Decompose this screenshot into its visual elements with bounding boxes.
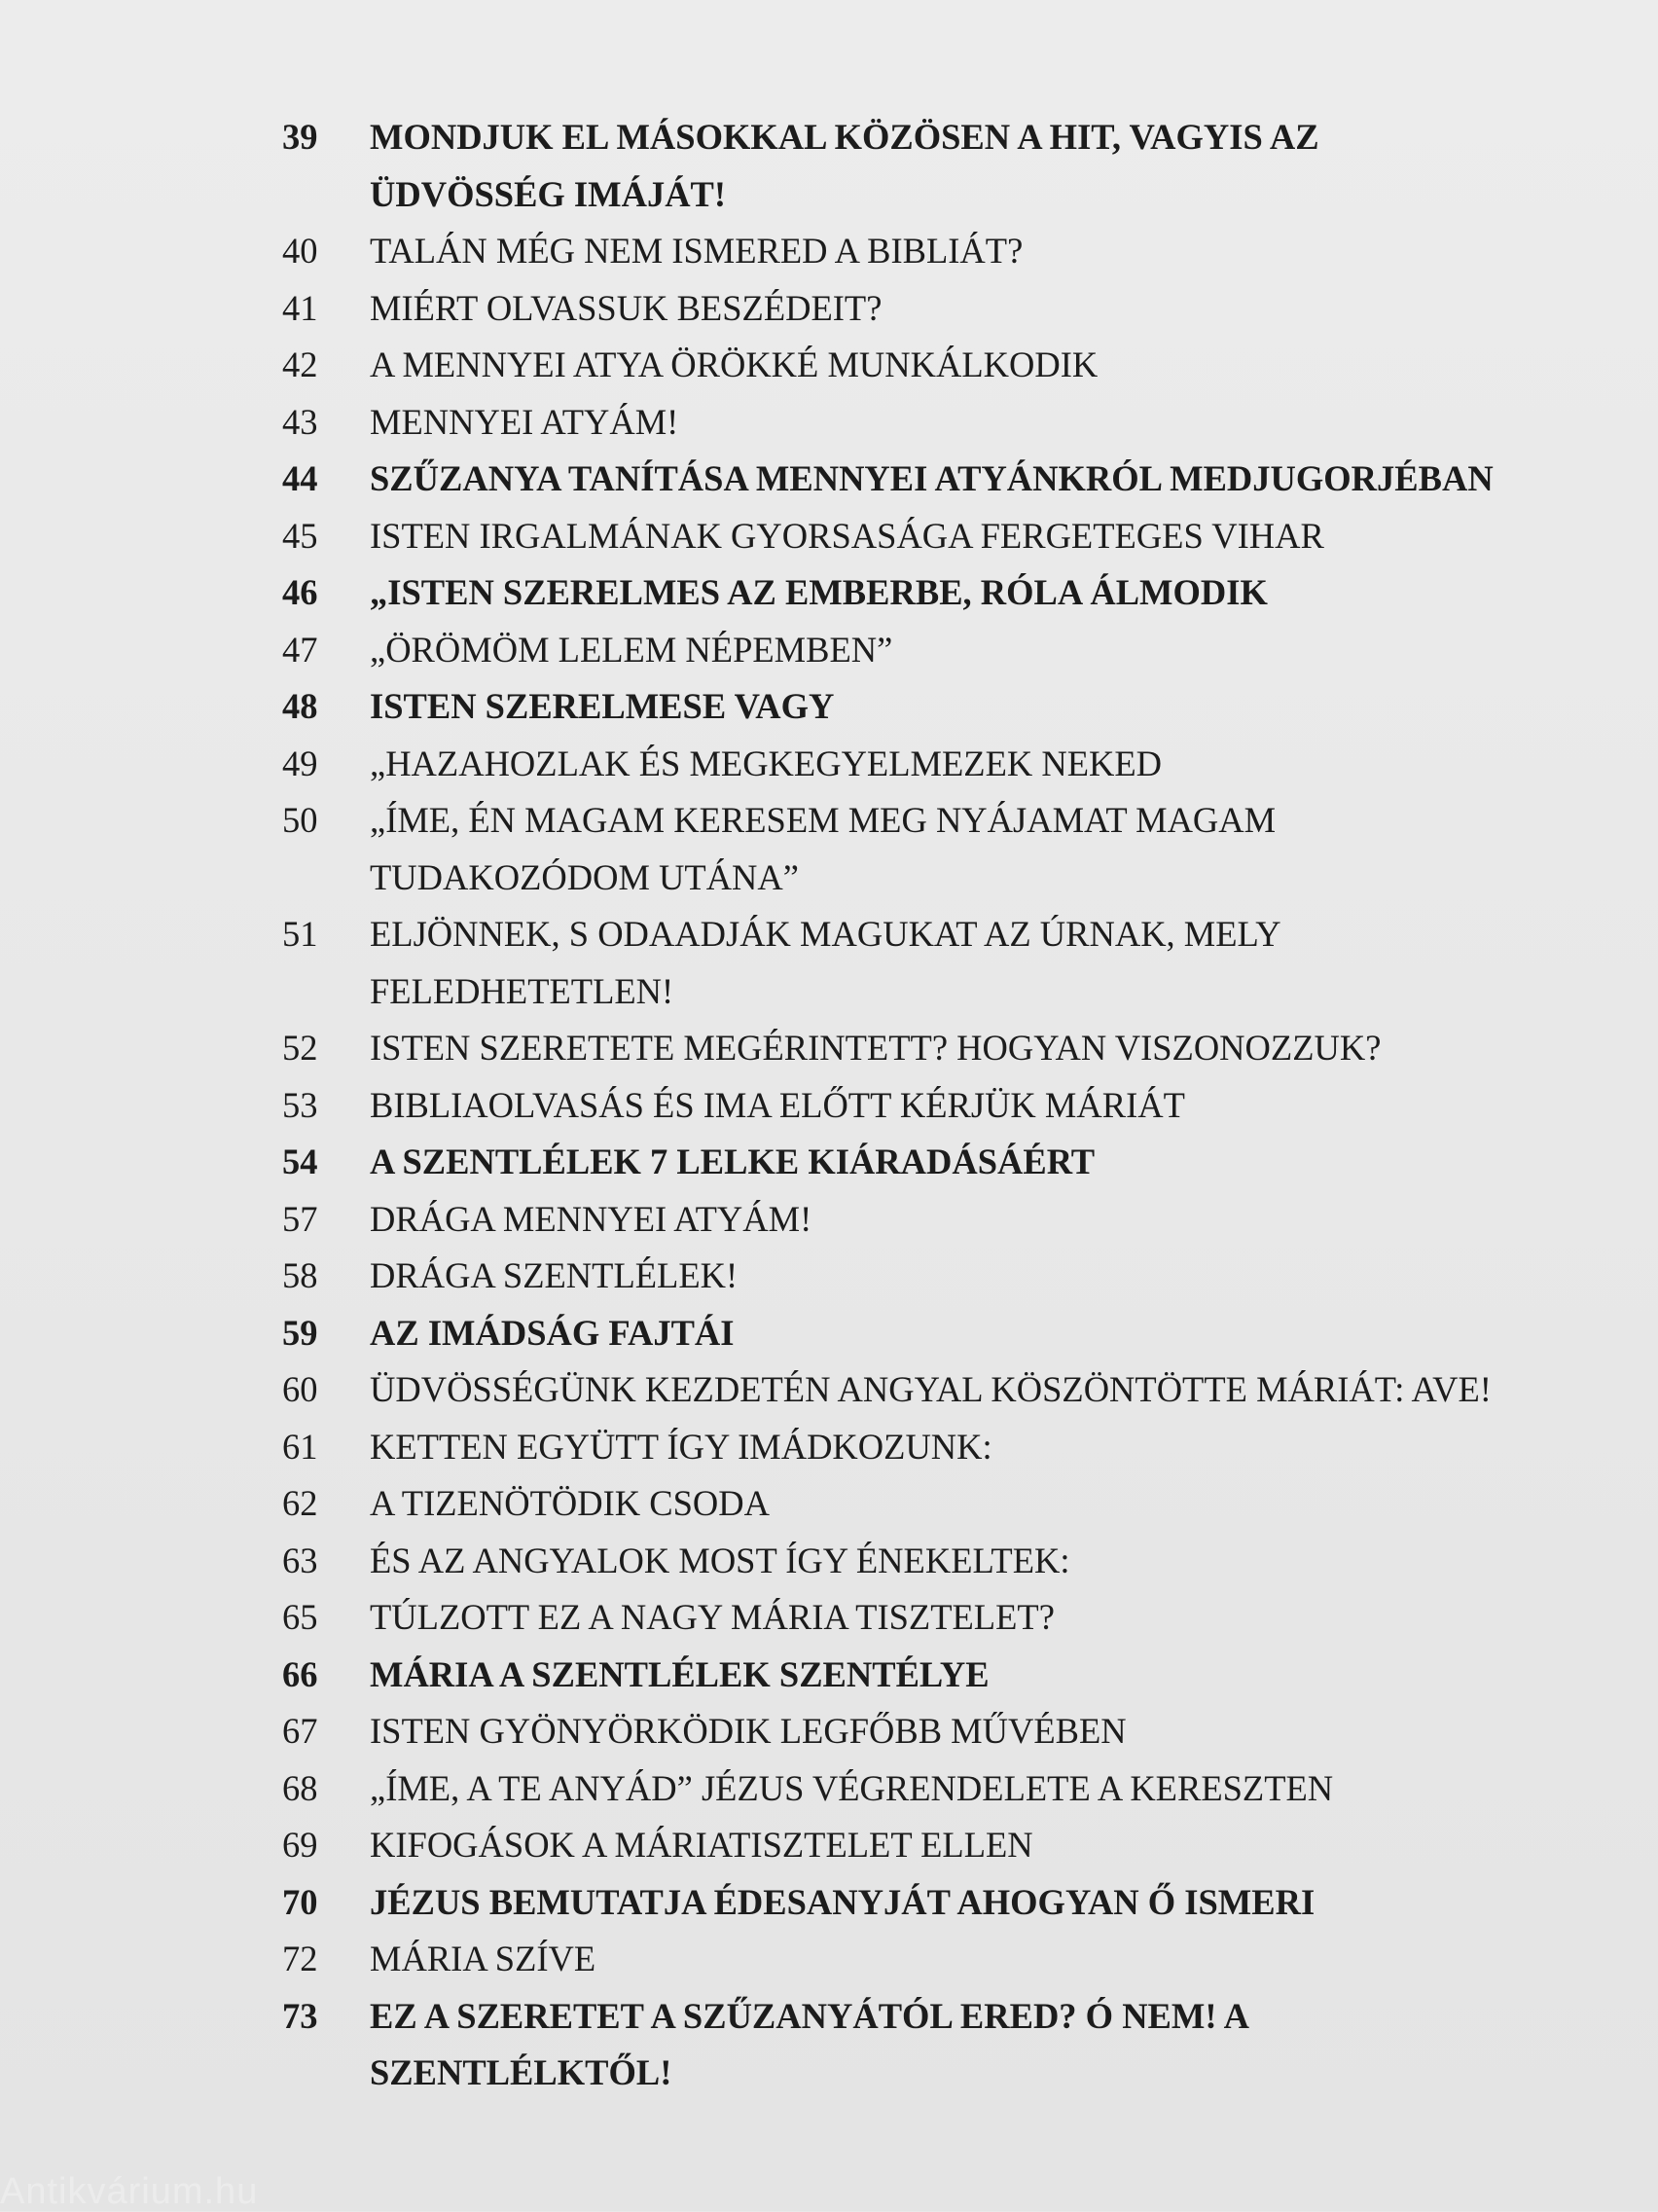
entry-title bbox=[370, 1760, 1635, 1818]
entry-title bbox=[370, 1419, 1635, 1476]
entry-title bbox=[370, 1077, 1635, 1135]
page-number: 62 bbox=[282, 1483, 318, 1523]
toc-entry bbox=[282, 1134, 1635, 1191]
entry-title-line: SZENTLÉLKTŐL! bbox=[370, 2052, 672, 2092]
entry-title-line: BIBLIAOLVASÁS ÉS IMA ELŐTT KÉRJÜK MÁRIÁT bbox=[370, 1084, 1185, 1125]
page-number: 69 bbox=[282, 1825, 318, 1865]
page-number: 48 bbox=[282, 686, 318, 726]
entry-title bbox=[370, 906, 1635, 1020]
toc-entry bbox=[282, 223, 1635, 280]
entry-title bbox=[370, 223, 1635, 280]
entry-title-line: MENNYEI ATYÁM! bbox=[370, 401, 679, 442]
entry-title-line: ISTEN GYÖNYÖRKÖDIK LEGFŐBB MŰVÉBEN bbox=[370, 1711, 1127, 1751]
entry-title-line: FELEDHETETLEN! bbox=[370, 970, 674, 1011]
entry-title bbox=[370, 564, 1635, 622]
entry-title-line: A MENNYEI ATYA ÖRÖKKÉ MUNKÁLKODIK bbox=[370, 344, 1099, 384]
entry-title-line: „HAZAHOZLAK ÉS MEGKEGYELMEZEK NEKED bbox=[370, 743, 1163, 783]
toc-entry bbox=[282, 622, 1635, 679]
toc-entry bbox=[282, 1361, 1635, 1419]
entry-title bbox=[370, 1134, 1635, 1191]
entry-title bbox=[370, 1817, 1635, 1874]
page-number: 53 bbox=[282, 1084, 318, 1125]
entry-title bbox=[370, 337, 1635, 394]
toc-entry bbox=[282, 1760, 1635, 1818]
entry-title bbox=[370, 792, 1635, 906]
entry-title-line: KETTEN EGYÜTT ÍGY IMÁDKOZUNK: bbox=[370, 1426, 992, 1467]
watermark: Antikvárium.hu bbox=[0, 2171, 259, 2212]
page-number: 68 bbox=[282, 1767, 318, 1808]
toc-entry bbox=[282, 792, 1635, 906]
entry-title-line: DRÁGA MENNYEI ATYÁM! bbox=[370, 1198, 812, 1239]
page-number: 44 bbox=[282, 458, 318, 498]
entry-title bbox=[370, 1703, 1635, 1760]
toc-entry bbox=[282, 1589, 1635, 1647]
page-number: 72 bbox=[282, 1939, 318, 1978]
toc-entry bbox=[282, 1533, 1635, 1590]
page-number: 59 bbox=[282, 1312, 318, 1353]
page-number: 52 bbox=[282, 1028, 318, 1068]
entry-title bbox=[370, 1988, 1635, 2102]
entry-title-line: ÜDVÖSSÉG IMÁJÁT! bbox=[370, 173, 727, 214]
toc-entry bbox=[282, 1077, 1635, 1135]
entry-title bbox=[370, 280, 1635, 338]
entry-title-line: „ISTEN SZERELMES AZ EMBERBE, RÓLA ÁLMODIK bbox=[370, 572, 1268, 612]
entry-title-line: TALÁN MÉG NEM ISMERED A BIBLIÁT? bbox=[370, 231, 1024, 271]
entry-title bbox=[370, 1931, 1635, 1988]
table-of-contents bbox=[282, 109, 1635, 2102]
entry-title bbox=[370, 451, 1635, 508]
page-number: 46 bbox=[282, 572, 318, 612]
toc-entry bbox=[282, 280, 1635, 338]
toc-entry bbox=[282, 906, 1635, 1020]
toc-entry bbox=[282, 736, 1635, 793]
page-number: 41 bbox=[282, 287, 318, 328]
toc-entry bbox=[282, 1817, 1635, 1874]
entry-title bbox=[370, 109, 1635, 223]
toc-entry bbox=[282, 451, 1635, 508]
page-number: 67 bbox=[282, 1711, 318, 1751]
toc-entry bbox=[282, 1248, 1635, 1305]
entry-title-line: DRÁGA SZENTLÉLEK! bbox=[370, 1255, 739, 1295]
entry-title bbox=[370, 1305, 1635, 1362]
entry-title-line: AZ IMÁDSÁG FAJTÁI bbox=[370, 1312, 735, 1353]
entry-title bbox=[370, 622, 1635, 679]
page-number: 73 bbox=[282, 1995, 318, 2036]
entry-title-line: MIÉRT OLVASSUK BESZÉDEIT? bbox=[370, 287, 883, 328]
page-number: 61 bbox=[282, 1426, 318, 1467]
entry-title bbox=[370, 736, 1635, 793]
entry-title bbox=[370, 1191, 1635, 1249]
page-number: 57 bbox=[282, 1198, 318, 1239]
entry-title-line: MÁRIA SZÍVE bbox=[370, 1939, 596, 1978]
toc-entry bbox=[282, 109, 1635, 223]
page-number: 49 bbox=[282, 743, 318, 783]
entry-title-line: JÉZUS BEMUTATJA ÉDESANYJÁT AHOGYAN Ő ISMERI bbox=[370, 1881, 1316, 1922]
page-number: 65 bbox=[282, 1597, 318, 1637]
entry-title bbox=[370, 1475, 1635, 1533]
page-number: 66 bbox=[282, 1653, 318, 1694]
toc-entry bbox=[282, 1305, 1635, 1362]
entry-title bbox=[370, 394, 1635, 452]
entry-title-line: ISTEN SZERELMESE VAGY bbox=[370, 686, 835, 726]
toc-entry bbox=[282, 1874, 1635, 1932]
page-number: 70 bbox=[282, 1881, 318, 1922]
page-number: 50 bbox=[282, 800, 318, 840]
page-number: 63 bbox=[282, 1540, 318, 1580]
entry-title-line: A SZENTLÉLEK 7 LELKE KIÁRADÁSÁÉRT bbox=[370, 1142, 1096, 1181]
page-number: 43 bbox=[282, 401, 318, 442]
entry-title-line: SZŰZANYA TANÍTÁSA MENNYEI ATYÁNKRÓL MEDJUGORJÉBAN bbox=[370, 458, 1494, 498]
entry-title-line: MONDJUK EL MÁSOKKAL KÖZÖSEN A HIT, VAGYIS AZ bbox=[370, 117, 1319, 157]
entry-title-line: A TIZENÖTÖDIK CSODA bbox=[370, 1483, 770, 1523]
entry-title-line: „ÍME, ÉN MAGAM KERESEM MEG NYÁJAMAT MAGAM bbox=[370, 800, 1277, 840]
page-number: 58 bbox=[282, 1255, 318, 1295]
entry-title-line: ISTEN SZERETETE MEGÉRINTETT? HOGYAN VISZONOZZUK? bbox=[370, 1028, 1382, 1068]
entry-title-line: ÜDVÖSSÉGÜNK KEZDETÉN ANGYAL KÖSZÖNTÖTTE MÁRIÁT: AVE! bbox=[370, 1369, 1492, 1409]
toc-entry bbox=[282, 337, 1635, 394]
entry-title bbox=[370, 678, 1635, 736]
toc-entry bbox=[282, 678, 1635, 736]
entry-title-line: KIFOGÁSOK A MÁRIATISZTELET ELLEN bbox=[370, 1825, 1033, 1865]
entry-title-line: TUDAKOZÓDOM UTÁNA” bbox=[370, 856, 799, 897]
toc-entry bbox=[282, 1647, 1635, 1704]
toc-entry bbox=[282, 1703, 1635, 1760]
page-number: 60 bbox=[282, 1369, 318, 1409]
entry-title bbox=[370, 1533, 1635, 1590]
page-number: 47 bbox=[282, 629, 318, 670]
toc-entry bbox=[282, 1020, 1635, 1077]
entry-title bbox=[370, 1874, 1635, 1932]
toc-entry bbox=[282, 1191, 1635, 1249]
page-number: 42 bbox=[282, 344, 318, 384]
entry-title-line: ISTEN IRGALMÁNAK GYORSASÁGA FERGETEGES VIHAR bbox=[370, 515, 1324, 556]
page-number: 39 bbox=[282, 117, 318, 157]
entry-title-line: EZ A SZERETET A SZŰZANYÁTÓL ERED? Ó NEM! A bbox=[370, 1995, 1249, 2036]
entry-title-line: ÉS AZ ANGYALOK MOST ÍGY ÉNEKELTEK: bbox=[370, 1540, 1070, 1580]
entry-title-line: „ÖRÖMÖM LELEM NÉPEMBEN” bbox=[370, 629, 893, 670]
entry-title bbox=[370, 1647, 1635, 1704]
toc-entry bbox=[282, 508, 1635, 565]
entry-title bbox=[370, 1361, 1635, 1419]
page-number: 45 bbox=[282, 515, 318, 556]
toc-entry bbox=[282, 1475, 1635, 1533]
entry-title bbox=[370, 1248, 1635, 1305]
entry-title bbox=[370, 1020, 1635, 1077]
toc-entry bbox=[282, 394, 1635, 452]
toc-entry bbox=[282, 1419, 1635, 1476]
entry-title-line: MÁRIA A SZENTLÉLEK SZENTÉLYE bbox=[370, 1653, 990, 1694]
toc-entry bbox=[282, 1931, 1635, 1988]
entry-title bbox=[370, 508, 1635, 565]
toc-entry bbox=[282, 564, 1635, 622]
entry-title-line: TÚLZOTT EZ A NAGY MÁRIA TISZTELET? bbox=[370, 1597, 1055, 1637]
page-number: 51 bbox=[282, 914, 318, 954]
entry-title-line: ELJÖNNEK, S ODAADJÁK MAGUKAT AZ ÚRNAK, MELY bbox=[370, 914, 1281, 954]
page-number: 54 bbox=[282, 1142, 318, 1181]
toc-entry bbox=[282, 1988, 1635, 2102]
entry-title bbox=[370, 1589, 1635, 1647]
entry-title-line: „ÍME, A TE ANYÁD” JÉZUS VÉGRENDELETE A KERESZTEN bbox=[370, 1767, 1334, 1808]
page-number: 40 bbox=[282, 231, 318, 271]
